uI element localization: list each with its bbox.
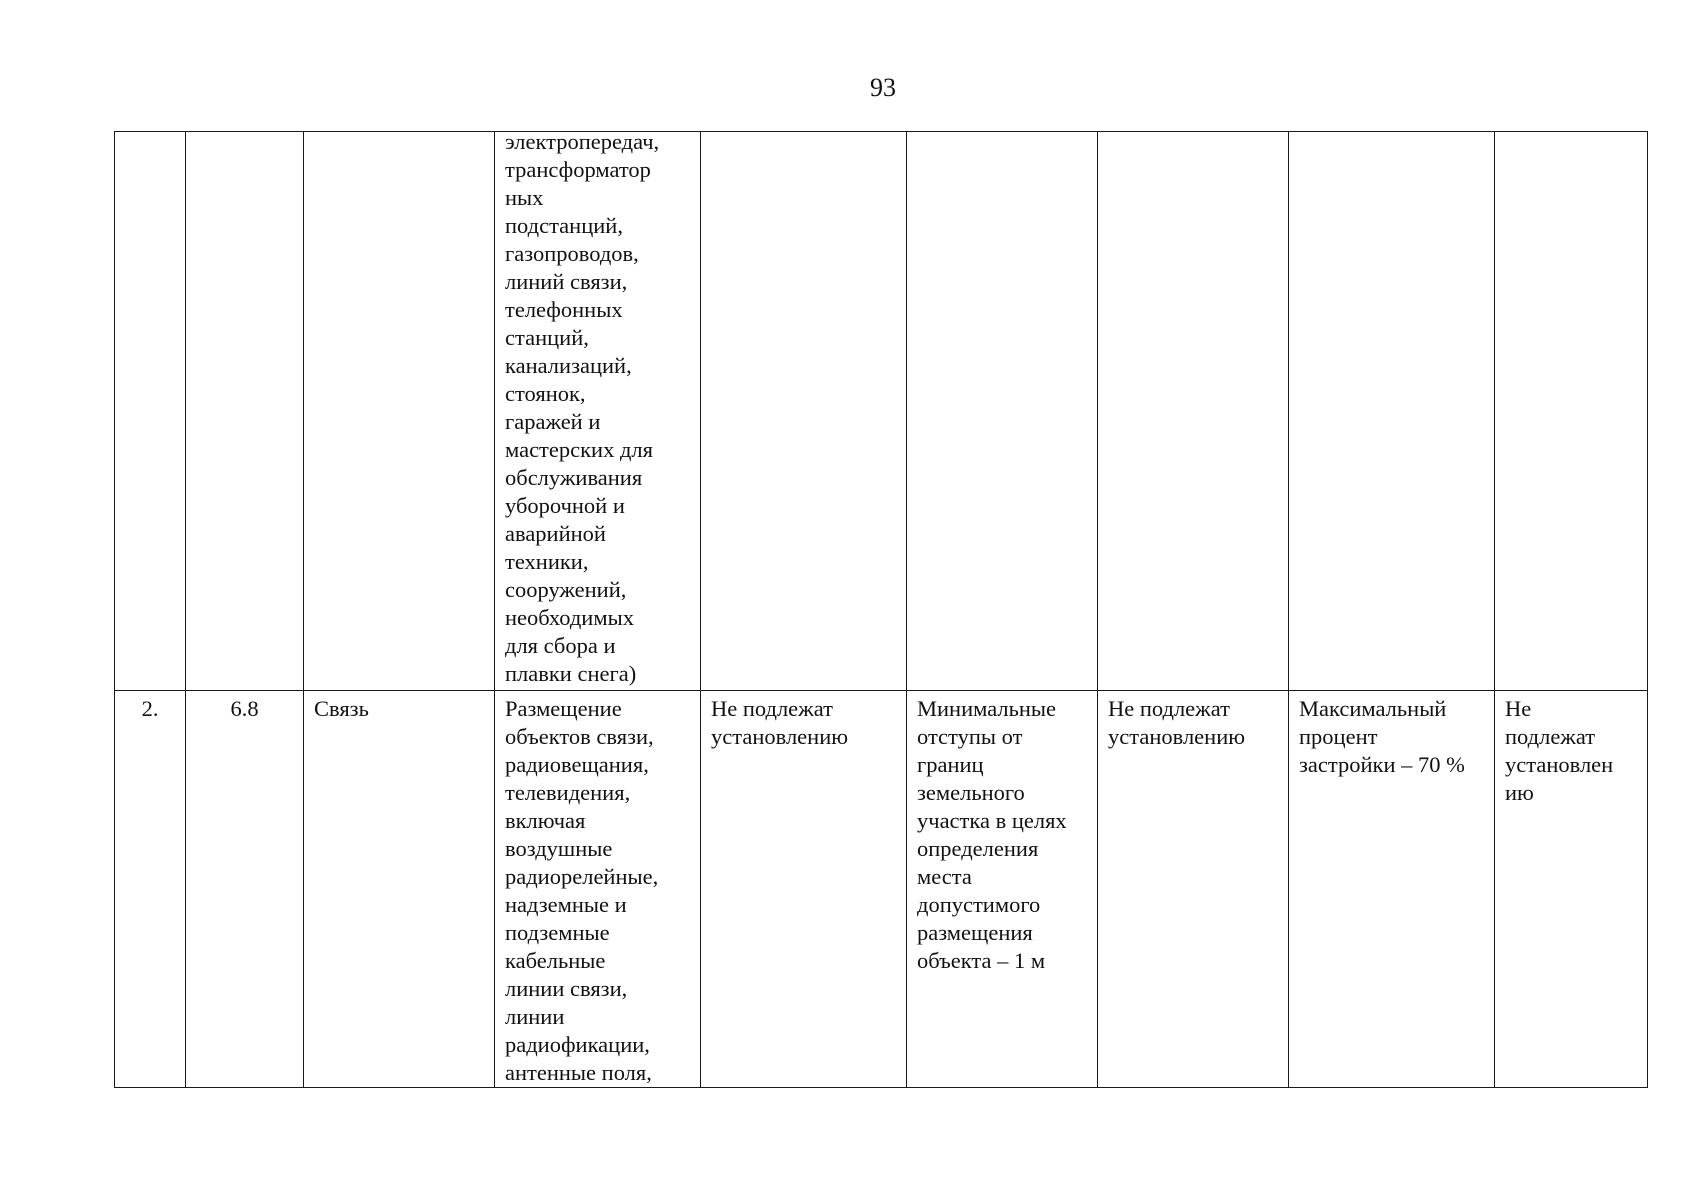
text-line: плавки снега) xyxy=(505,661,637,686)
text-line: Размещение xyxy=(505,696,622,721)
text-line: определения xyxy=(917,836,1039,861)
setback-cell xyxy=(907,132,1098,691)
param-cell xyxy=(1495,132,1648,691)
use-code-cell xyxy=(186,132,304,691)
text-line: размещения xyxy=(917,920,1033,945)
text-line: установлению xyxy=(1108,724,1246,749)
param-cell xyxy=(1098,691,1289,1088)
text-line: радиофикации, xyxy=(505,1032,650,1057)
param-cell xyxy=(701,691,907,1088)
coverage-cell xyxy=(1289,691,1495,1088)
text-line: телефонных xyxy=(505,297,623,322)
page-number: 93 xyxy=(870,73,896,102)
text-line: подстанций, xyxy=(505,213,623,238)
text-line: техники, xyxy=(505,549,589,574)
text-line: радиорелейные, xyxy=(505,864,659,889)
text-line: гаражей и xyxy=(505,409,601,434)
text-line: застройки – 70 % xyxy=(1299,752,1465,777)
text-line: обслуживания xyxy=(505,465,643,490)
text-line: радиовещания, xyxy=(505,752,649,777)
text-line: объекта – 1 м xyxy=(917,948,1046,973)
setback-cell xyxy=(907,691,1098,1088)
param-cell xyxy=(1098,132,1289,691)
text-line: границ xyxy=(917,752,984,777)
text-line: надземные и xyxy=(505,892,627,917)
text-line: Максимальный xyxy=(1299,696,1447,721)
use-description-cell xyxy=(495,132,701,691)
text-line: места xyxy=(917,864,972,889)
zoning-table xyxy=(114,131,1648,1088)
text-line: трансформатор xyxy=(505,157,651,182)
text-line: линии связи, xyxy=(505,976,628,1001)
text-line: станций, xyxy=(505,325,589,350)
row-number-cell: 2. xyxy=(115,691,186,1088)
text-line: включая xyxy=(505,808,586,833)
text-line: земельного xyxy=(917,780,1025,805)
text-line: ию xyxy=(1505,780,1534,805)
text-line: аварийной xyxy=(505,521,606,546)
text-line: телевидения, xyxy=(505,780,631,805)
text-line: подлежат xyxy=(1505,724,1596,749)
text-line: необходимых xyxy=(505,605,634,630)
coverage-cell xyxy=(1289,132,1495,691)
use-code-cell: 6.8 xyxy=(186,691,304,1088)
use-name-cell: Связь xyxy=(304,691,495,1088)
use-description-cell xyxy=(495,691,701,1088)
text-line: канализаций, xyxy=(505,353,632,378)
text-line: стоянок, xyxy=(505,381,586,406)
text-line: Минимальные xyxy=(917,696,1057,721)
text-line: линии xyxy=(505,1004,565,1029)
text-line: подземные xyxy=(505,920,610,945)
table-row xyxy=(115,132,1648,691)
text-line: отступы от xyxy=(917,724,1023,749)
param-cell xyxy=(1495,691,1648,1088)
text-line: уборочной и xyxy=(505,493,625,518)
text-line: Не xyxy=(1505,696,1532,721)
table-row xyxy=(115,691,1648,1088)
text-line: Не подлежат xyxy=(1108,696,1230,721)
text-line: процент xyxy=(1299,724,1378,749)
text-line: сооружений, xyxy=(505,577,627,602)
text-line: газопроводов, xyxy=(505,241,639,266)
text-line: антенные поля, xyxy=(505,1060,652,1085)
text-line: установлен xyxy=(1505,752,1614,777)
text-line: допустимого xyxy=(917,892,1041,917)
text-line: Не подлежат xyxy=(711,696,833,721)
text-line: для сбора и xyxy=(505,633,616,658)
row-number-cell xyxy=(115,132,186,691)
text-line: воздушные xyxy=(505,836,613,861)
text-line: электропередач, xyxy=(505,131,660,154)
text-line: объектов связи, xyxy=(505,724,654,749)
text-line: установлению xyxy=(711,724,849,749)
text-line: участка в целях xyxy=(917,808,1067,833)
param-cell xyxy=(701,132,907,691)
text-line: мастерских для xyxy=(505,437,653,462)
text-line: ных xyxy=(505,185,544,210)
use-name-cell xyxy=(304,132,495,691)
text-line: кабельные xyxy=(505,948,606,973)
text-line: линий связи, xyxy=(505,269,628,294)
